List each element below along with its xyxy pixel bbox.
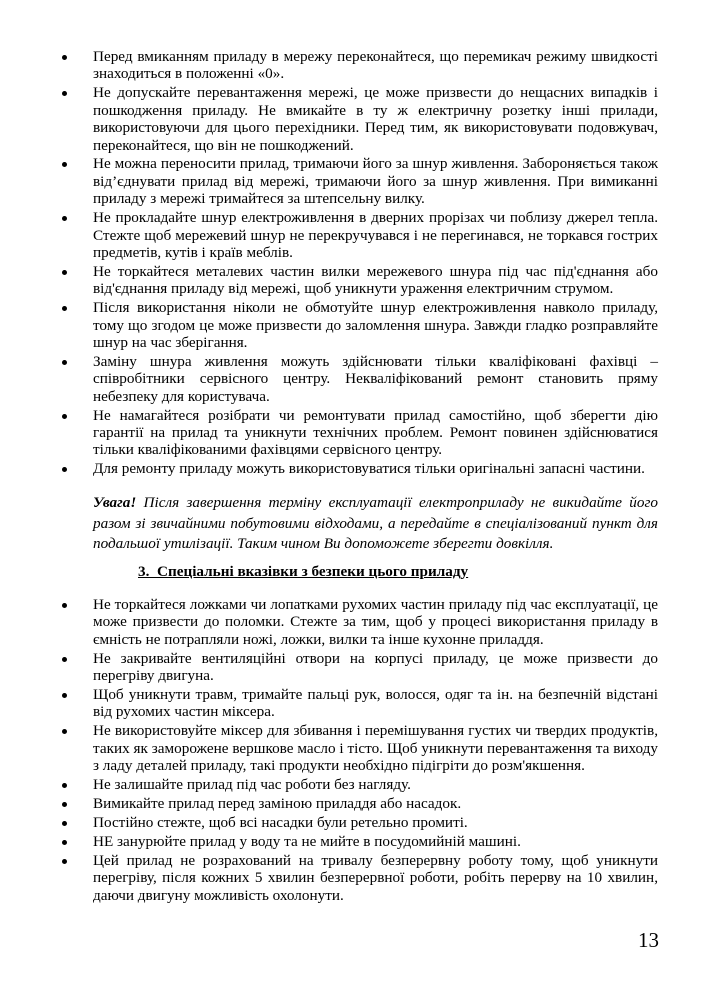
safety-list-general [60,48,658,479]
bullet-icon [62,467,67,472]
bullet-icon [62,162,67,167]
list-item-text: Вимикайте прилад перед заміною приладдя або насадок. [93,794,462,812]
list-item [60,263,658,298]
list-item-text: Цей прилад не розрахований на тривалу безперервну роботу тому, щоб уникнути перегріву, після кожних 5 хвилин безперервної роботи, робіть перерву на 10 хвилин, даючи двигуну можливість охолонути. [93,851,658,904]
list-item [60,155,658,207]
list-item [60,353,658,405]
list-item-text: Не залишайте прилад під час роботи без нагляду. [93,776,411,794]
list-item-text: Після використання ніколи не обмотуйте шнур електроживлення навколо приладу, тому що згодом це може призвести до заломлення шнура. Завжди гладко розправляйте шнур на час зберігання. [93,299,658,351]
warning-text: Після завершення терміну експлуатації електроприладу не викидайте його разом зі звичайними побутовими відходами, а передайте в спеціалізований пункт для подальшої утилізації. Таким чином Ви допоможете зберегти довкілля. [93,494,658,552]
bullet-icon [62,55,67,60]
bullet-icon [62,603,67,608]
bullet-icon [62,657,67,662]
list-item-text: Не торкайтеся ложками чи лопатками рухомих частин приладу під час експлуатації, це може призвести до поломки. Стежте за тим, щоб у процесі використання приладу в ємність не потрапляли ножі, ложки, вилки та інше кухонне приладдя. [93,596,658,648]
list-item [60,299,658,351]
bullet-icon [62,414,67,419]
list-item-text: Не використовуйте міксер для збивання і перемішування густих чи твердих продуктів, таких як заморожене вершкове масло і тісто. Щоб уникнути перевантаження та виходу з ладу деталей приладу, такі продукти необхідно підігріти до розм'якшення. [93,722,658,775]
list-item-text: НЕ занурюйте прилад у воду та не мийте в посудомийній машині. [93,832,521,850]
bullet-icon [62,840,67,845]
list-item-text: Не торкайтеся металевих частин вилки мережевого шнура під час під'єднання або від'єднання приладу від мережі, щоб уникнути ураження електричним струмом. [93,262,658,298]
list-item [60,833,658,850]
list-item-text: Постійно стежте, щоб всі насадки були ретельно промиті. [93,813,468,831]
page-number: 13 [638,928,659,952]
list-item-text: Заміну шнура живлення можуть здійснювати тільки кваліфіковані фахівці – співробітники сервісного центру. Некваліфікований ремонт становить пряму небезпеку для користувача. [93,352,658,405]
list-item [60,460,658,477]
list-item [60,407,658,459]
list-item-text: Для ремонту приладу можуть використовуватися тільки оригінальні запасні частини. [93,460,645,478]
list-item-text: Не намагайтеся розібрати чи ремонтувати прилад самостійно, щоб зберегти дію гарантії на прилад та уникнути технічних проблем. Ремонт повинен здійснюватися тільки кваліфікованими фахівцями сервісного центру. [93,406,658,459]
bullet-icon [62,783,67,788]
disposal-warning [93,493,658,555]
bullet-icon [62,306,67,311]
warning-label: Увага! [93,494,137,511]
list-item [60,84,658,154]
list-item [60,650,658,685]
bullet-icon [62,216,67,221]
list-item-text: Не можна переносити прилад, тримаючи його за шнур живлення. Забороняється також від’єднувати прилад від мережі, тримаючи його за шнур живлення. При вимиканні приладу з мережі тримайтеся за штепсельну вилку. [93,155,658,208]
list-item [60,48,658,83]
bullet-icon [62,270,67,275]
list-item [60,776,658,793]
list-item-text: Не прокладайте шнур електроживлення в дверних прорізах чи поблизу джерел тепла. Стежте щоб мережевий шнур не перекручувався і не перегинався, не торкався гострих предметів, кутів і країв меблів. [93,209,658,261]
section-heading: 3. Спеціальні вказівки з безпеки цього приладу [138,563,469,580]
bullet-icon [62,693,67,698]
list-item [60,209,658,261]
list-item [60,722,658,774]
bullet-icon [62,821,67,826]
bullet-icon [62,91,67,96]
list-item-text: Щоб уникнути травм, тримайте пальці рук, волосся, одяг та ін. на безпечній відстані від рухомих частин міксера. [93,686,658,721]
bullet-icon [62,802,67,807]
list-item [60,814,658,831]
list-item [60,795,658,812]
list-item [60,686,658,721]
safety-list-device [60,596,658,905]
bullet-icon [62,859,67,864]
bullet-icon [62,360,67,365]
list-item-text: Не допускайте перевантаження мережі, це може призвести до нещасних випадків і пошкодження приладу. Не вмикайте в ту ж електричну розетку інші прилади, використовуючи для цього перехідники. Перед тим, як використовувати подовжувач, переконайтеся, що він не пошкоджений. [93,84,658,154]
list-item [60,852,658,904]
bullet-icon [62,729,67,734]
list-item [60,596,658,648]
list-item-text: Перед вмиканням приладу в мережу переконайтеся, що перемикач режиму швидкості знаходиться в положенні «0». [93,48,658,83]
list-item-text: Не закривайте вентиляційні отвори на корпусі приладу, це може призвести до перегріву двигуна. [93,649,658,685]
